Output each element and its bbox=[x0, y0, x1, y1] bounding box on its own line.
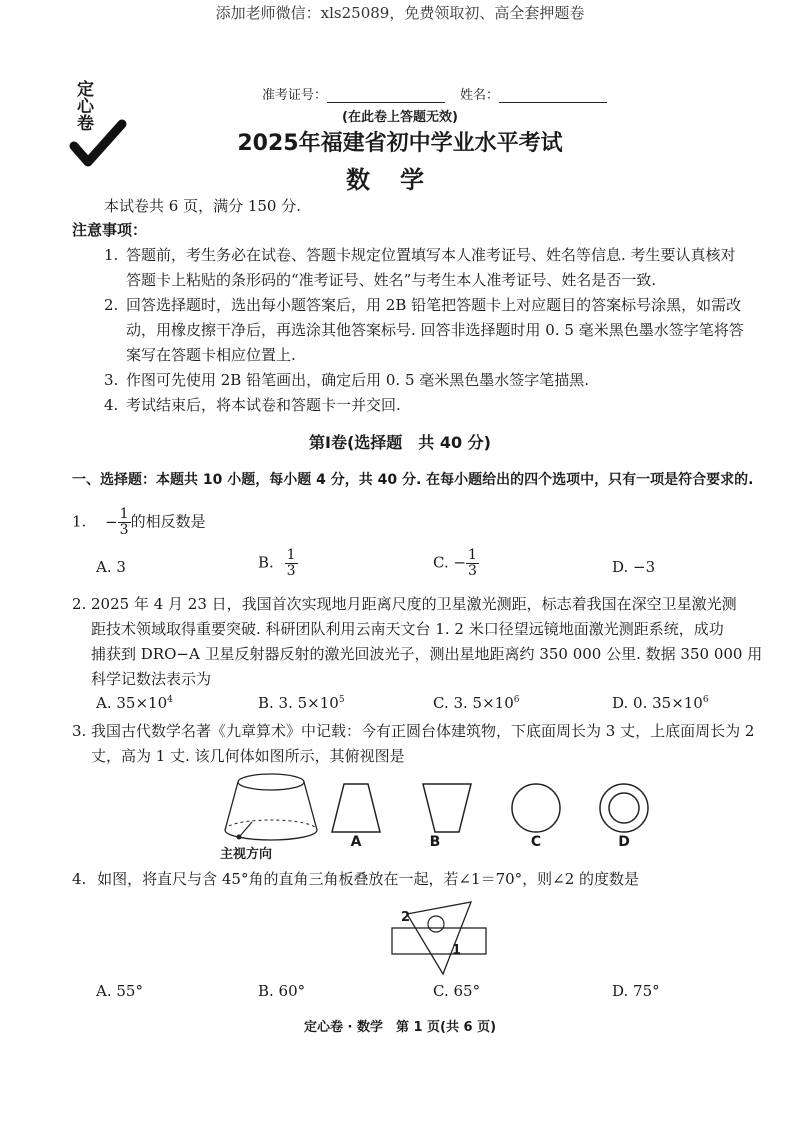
stamp-text: 定心卷 bbox=[73, 80, 93, 131]
invalid-notice: (在此卷上答题无效) bbox=[342, 110, 458, 125]
q4-figure bbox=[385, 896, 495, 978]
option-label: B. bbox=[258, 553, 274, 572]
option-text: A. 35×10 bbox=[96, 694, 168, 712]
note-item bbox=[104, 368, 784, 393]
option-d-shape bbox=[600, 784, 648, 832]
q2-option-c bbox=[433, 694, 520, 712]
q1-stem-tail: 的相反数是 bbox=[130, 512, 206, 531]
note-line: 作图可先使用 2B 铅笔画出，确定后用 0. 5 毫米黑色墨水签字笔描黑. bbox=[126, 371, 590, 389]
q2-number: 2. bbox=[72, 595, 87, 613]
q3-stem bbox=[72, 719, 782, 769]
note-line: 动，用橡皮擦干净后，再选涂其他答案标号. 回答非选择题时用 0. 5 毫米黑色墨水签字笔将答 bbox=[126, 321, 744, 339]
angle-1-label: 1 bbox=[452, 943, 462, 958]
option-b-shape bbox=[423, 784, 471, 832]
exponent: 6 bbox=[513, 695, 520, 705]
q4-stem-text: 如图，将直尺与含 45°角的直角三角板叠放在一起，若∠1＝70°，则∠2 的度数是 bbox=[97, 870, 640, 888]
page-footer: 定心卷 · 数学 第 1 页(共 6 页) bbox=[303, 1020, 497, 1035]
section-title: 第Ⅰ卷(选择题 共 40 分) bbox=[309, 433, 491, 452]
q2-stem bbox=[72, 592, 772, 692]
q1-number: 1. bbox=[72, 512, 87, 531]
frac-num: 1 bbox=[119, 506, 129, 522]
frustum-solid bbox=[225, 774, 317, 840]
exponent: 5 bbox=[338, 695, 345, 705]
triangle-shape bbox=[407, 902, 471, 974]
frac-den: 3 bbox=[286, 563, 296, 579]
exam-id-blank bbox=[327, 88, 445, 103]
figure-label-a: A bbox=[350, 834, 362, 850]
angle-2-label: 2 bbox=[401, 910, 411, 925]
notes-heading: 注意事项： bbox=[72, 221, 148, 239]
q2-line: 距技术领域取得重要突破. 科研团队利用云南天文台 1. 2 米口径望远镜地面激光测距系统，成功 bbox=[91, 620, 724, 638]
note-line: 答题卡上粘贴的条形码的“准考证号、姓名”与考生本人准考证号、姓名是否一致. bbox=[126, 271, 657, 289]
q2-line: 科学记数法表示为 bbox=[91, 670, 212, 688]
exponent: 6 bbox=[702, 695, 709, 705]
exponent: 4 bbox=[167, 695, 173, 705]
q3-line: 丈，高为 1 丈. 该几何体如图所示，其俯视图是 bbox=[91, 747, 405, 765]
option-c-shape bbox=[512, 784, 560, 832]
q4-option-d: D. 75° bbox=[612, 982, 660, 1000]
option-text: C. 3. 5×10 bbox=[433, 694, 514, 712]
name-blank bbox=[499, 88, 607, 103]
q1-option-a: A. 3 bbox=[96, 558, 126, 576]
frac-den: 3 bbox=[119, 522, 129, 538]
q4-number: 4. bbox=[72, 870, 87, 888]
q3-figure bbox=[220, 770, 680, 865]
exam-title: 2025年福建省初中学业水平考试 bbox=[237, 131, 563, 156]
q3-line: 我国古代数学名著《九章算术》中记载：今有正圆台体建筑物，下底面周长为 3 丈，上底面周长为 2 bbox=[91, 722, 755, 740]
q2-option-a bbox=[96, 694, 173, 712]
q2-line: 2025 年 4 月 23 日，我国首次实现地月距离尺度的卫星激光测距，标志着我国在深空卫星激光测 bbox=[91, 595, 737, 613]
frac-den: 3 bbox=[468, 563, 477, 579]
q1-c-fraction bbox=[466, 548, 479, 579]
figure-label-c: C bbox=[530, 834, 542, 850]
q1-stem bbox=[72, 507, 206, 538]
part1-heading: 一、选择题：本题共 10 小题，每小题 4 分，共 40 分. 在每小题给出的四个选项中，只有一项是符合要求的. bbox=[72, 472, 754, 488]
note-number: 2. bbox=[104, 296, 119, 314]
option-a-shape bbox=[332, 784, 380, 832]
name-label: 姓名： bbox=[460, 88, 500, 103]
q4-option-b: B. 60° bbox=[258, 982, 306, 1000]
option-text: B. 3. 5×10 bbox=[258, 694, 339, 712]
note-item bbox=[104, 293, 784, 368]
exam-id-field bbox=[262, 84, 445, 103]
q1-b-fraction bbox=[285, 548, 298, 579]
exam-id-label: 准考证号： bbox=[262, 88, 328, 103]
intro-text: 本试卷共 6 页，满分 150 分. bbox=[104, 197, 302, 215]
q4-option-a: A. 55° bbox=[96, 982, 143, 1000]
note-number: 4. bbox=[104, 396, 119, 414]
q3-number: 3. bbox=[72, 722, 87, 740]
q2-line: 捕获到 DRO−A 卫星反射器反射的激光回波光子，测出星地距离约 350 000 公里. 数据 350 000 用 bbox=[91, 645, 763, 663]
triangle-hole bbox=[428, 916, 444, 932]
option-label: C. − bbox=[433, 553, 467, 572]
q1-fraction bbox=[118, 507, 131, 538]
note-item bbox=[104, 243, 784, 293]
note-line: 案写在答题卡相应位置上. bbox=[126, 346, 296, 364]
q1-option-c bbox=[433, 548, 479, 579]
subject-title: 数学 bbox=[346, 166, 454, 194]
note-number: 3. bbox=[104, 371, 119, 389]
q2-option-d bbox=[612, 694, 709, 712]
note-line: 回答选择题时，选出每小题答案后，用 2B 铅笔把答题卡上对应题目的答案标号涂黑，如需改 bbox=[126, 296, 742, 314]
view-direction-label: 主视方向 bbox=[220, 847, 273, 862]
figure-label-b: B bbox=[429, 834, 441, 850]
note-number: 1. bbox=[104, 246, 119, 264]
note-item bbox=[104, 393, 784, 418]
q1-minus: − bbox=[105, 512, 118, 531]
frac-num: 1 bbox=[468, 547, 477, 563]
frac-num: 1 bbox=[286, 547, 296, 563]
note-line: 答题前，考生务必在试卷、答题卡规定位置填写本人准考证号、姓名等信息. 考生要认真核对 bbox=[126, 246, 736, 264]
q4-stem bbox=[72, 867, 639, 892]
notes-list bbox=[104, 243, 784, 418]
q1-option-b bbox=[258, 548, 298, 579]
name-field bbox=[460, 84, 607, 103]
q2-option-b bbox=[258, 694, 345, 712]
option-text: D. 0. 35×10 bbox=[612, 694, 703, 712]
q1-option-d: D. −3 bbox=[612, 558, 656, 576]
promo-header: 添加老师微信：xls25089，免费领取初、高全套押题卷 bbox=[215, 4, 585, 22]
note-line: 考试结束后，将本试卷和答题卡一并交回. bbox=[126, 396, 401, 414]
figure-label-d: D bbox=[618, 834, 630, 850]
q4-option-c: C. 65° bbox=[433, 982, 481, 1000]
